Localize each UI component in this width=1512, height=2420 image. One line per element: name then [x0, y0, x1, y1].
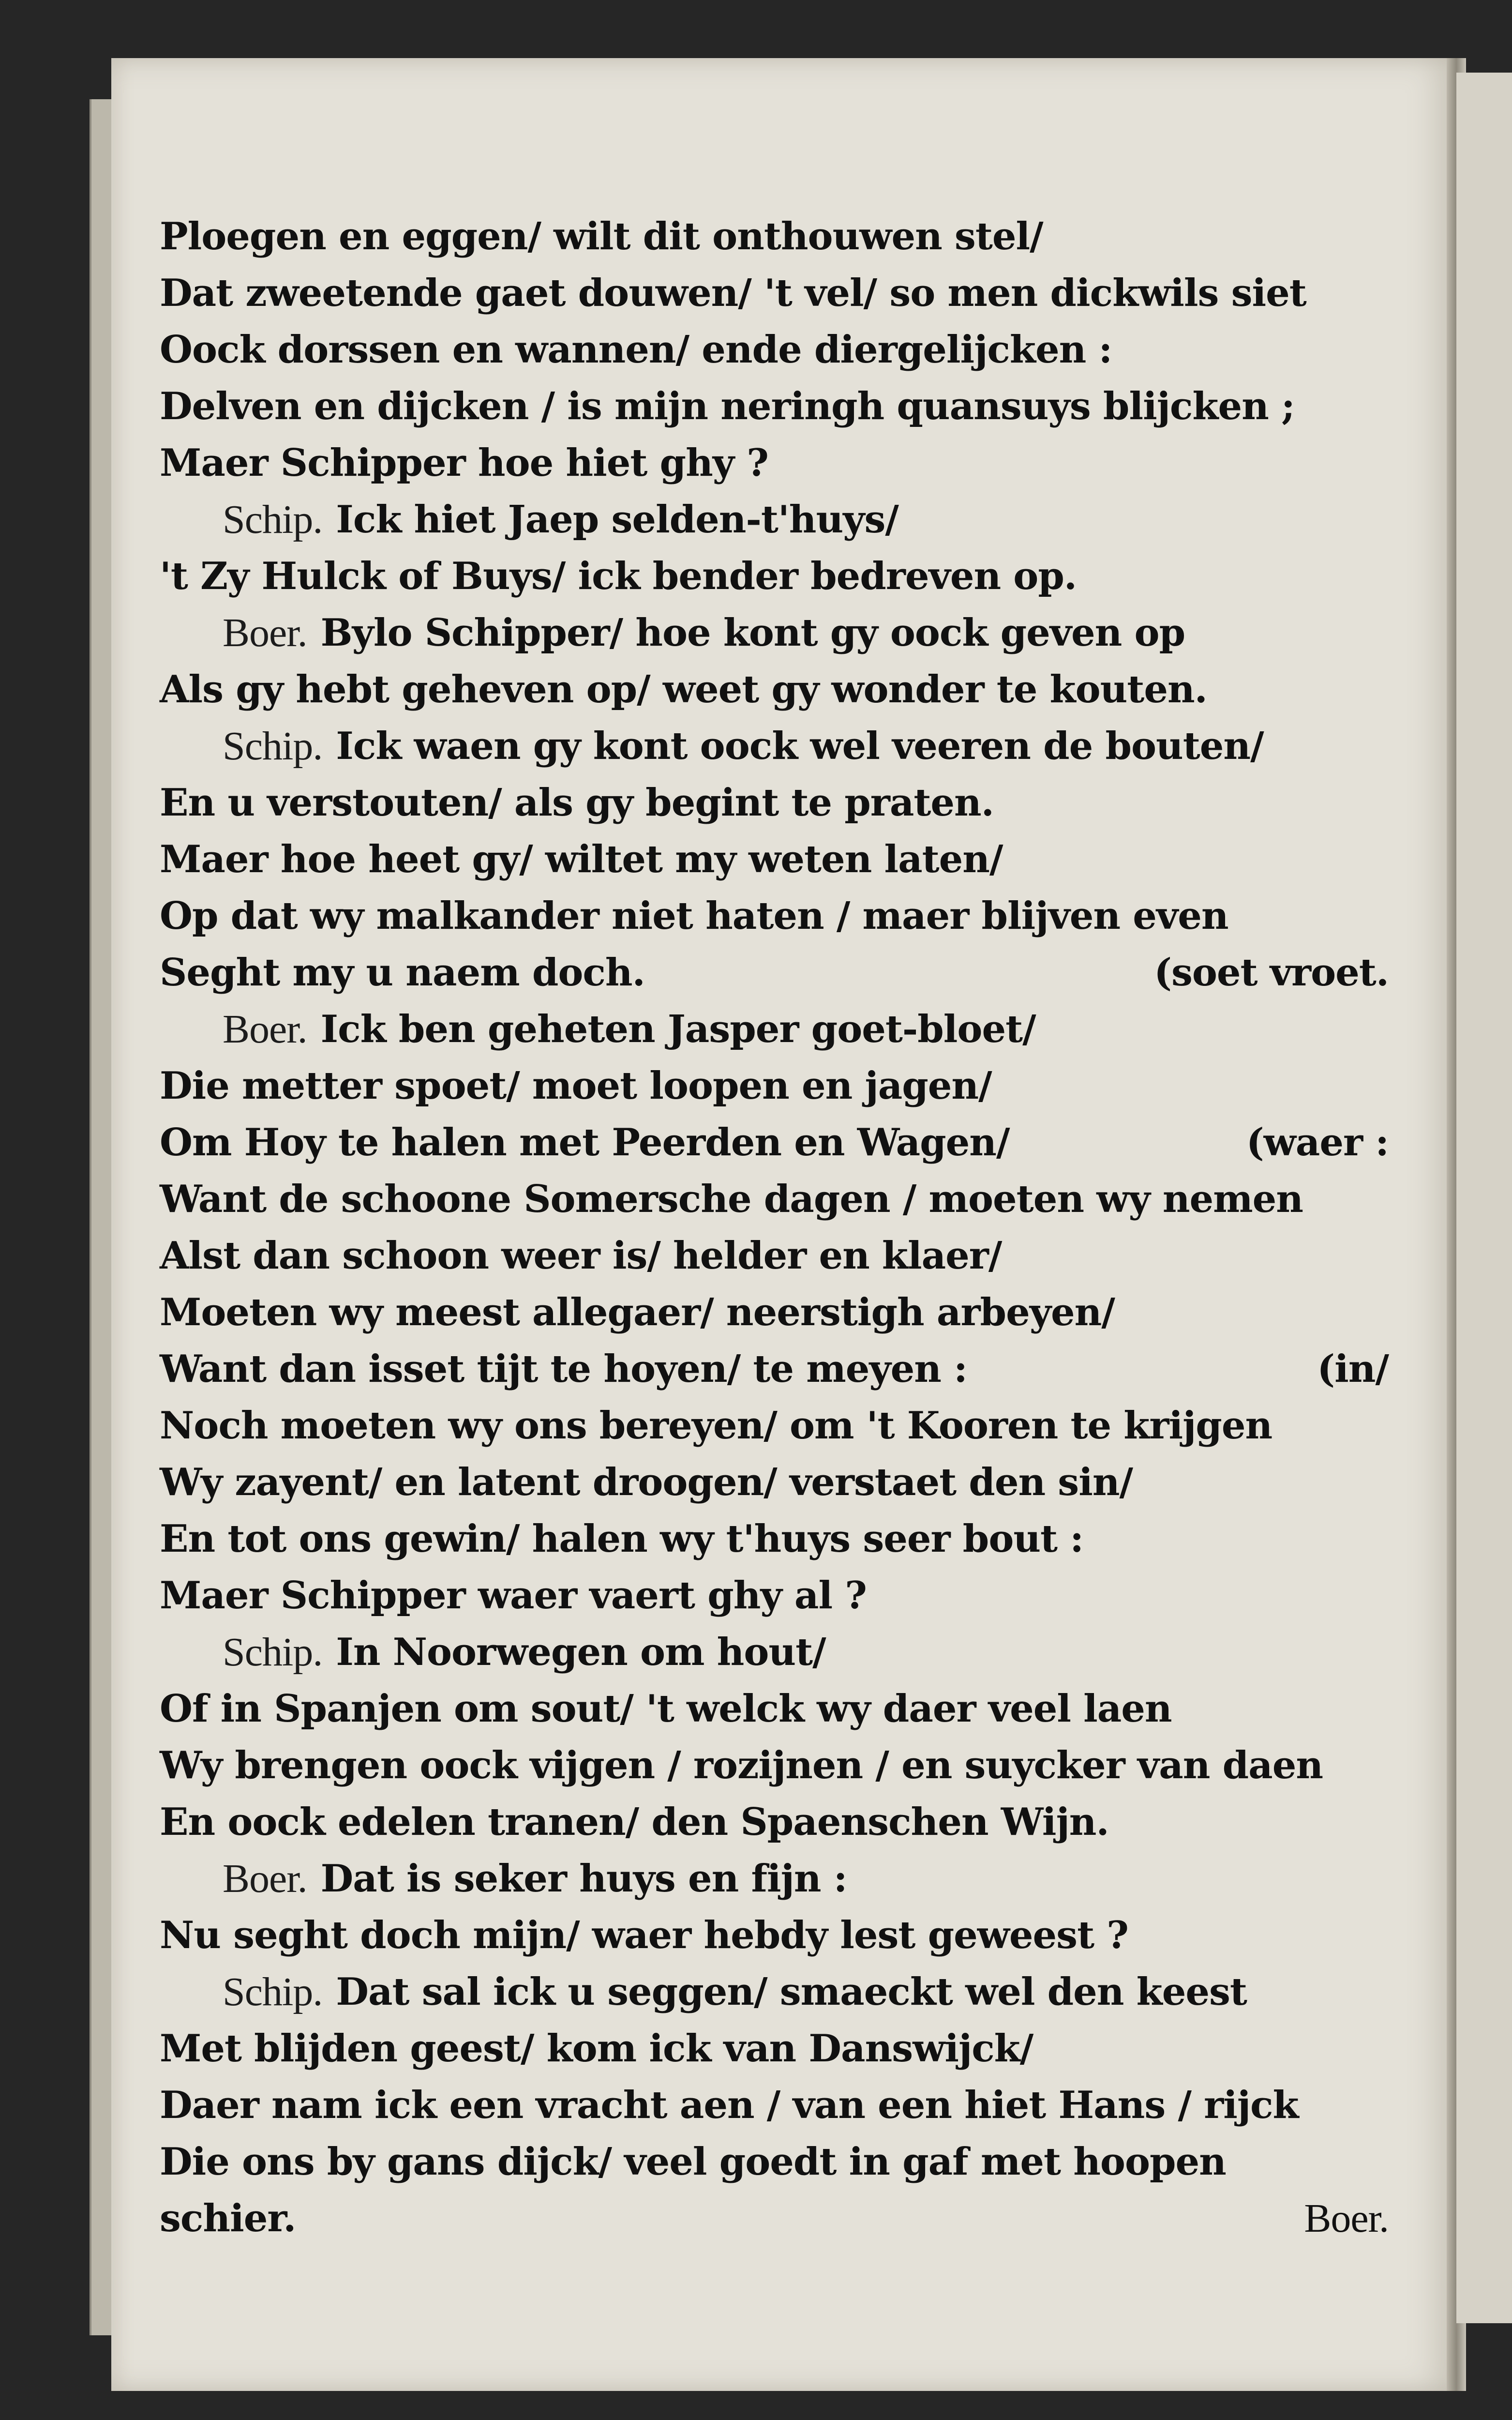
- catchword: Boer.: [1304, 2196, 1389, 2241]
- verse-text: 't Zy Hulck of Buys/ ick bender bedreven op.: [160, 554, 1077, 598]
- turnover-text: (soet vroet.: [1154, 951, 1389, 995]
- verse-text: Maer Schipper waer vaert ghy al ?: [160, 1573, 867, 1618]
- text-line: [160, 605, 1389, 661]
- verse-text: Ick ben geheten Jasper goet-bloet/: [320, 1007, 1036, 1051]
- text-line: [160, 435, 1389, 491]
- verse-text: Wy brengen oock vijgen / rozijnen / en suycker van daen: [160, 1743, 1323, 1787]
- verse-text: Ploegen en eggen/ wilt dit onthouwen stel/: [160, 214, 1043, 258]
- text-line: [160, 2133, 1389, 2190]
- speaker-label: Schip.: [223, 1630, 323, 1675]
- text-line: [160, 1511, 1389, 1567]
- verse-text: Maer hoe heet gy/ wiltet my weten laten/: [160, 837, 1003, 881]
- verse-text: Nu seght doch mijn/ waer hebdy lest geweest ?: [160, 1913, 1128, 1957]
- text-line: [160, 718, 1389, 774]
- text-line: [160, 491, 1389, 548]
- verse-text: Want de schoone Somersche dagen / moeten wy nemen: [160, 1177, 1303, 1221]
- verse-text: Dat zweetende gaet douwen/ 't vel/ so men dickwils siet: [160, 271, 1306, 315]
- verse-text: Alst dan schoon weer is/ helder en klaer/: [160, 1234, 1002, 1278]
- verse-text: En oock edelen tranen/ den Spaenschen Wijn.: [160, 1800, 1109, 1844]
- verse-text: Delven en dijcken / is mijn neringh quansuys blijcken ;: [160, 384, 1295, 428]
- verse-text: Als gy hebt geheven op/ weet gy wonder te kouten.: [160, 667, 1207, 711]
- verse-text: Seght my u naem doch.: [160, 951, 645, 995]
- verse-text: En tot ons gewin/ halen wy t'huys seer bout :: [160, 1517, 1084, 1561]
- text-line: [160, 1171, 1389, 1227]
- text-line: [160, 2077, 1389, 2133]
- turnover-text: (waer :: [1246, 1120, 1389, 1165]
- text-line: [160, 1907, 1389, 1964]
- verse-text: Bylo Schipper/ hoe kont gy oock geven op: [320, 611, 1185, 655]
- text-line: [160, 321, 1389, 378]
- text-line: [160, 208, 1389, 265]
- text-line: [160, 265, 1389, 321]
- text-line: [160, 1114, 1389, 1171]
- verse-text: Of in Spanjen om sout/ 't welck wy daer veel laen: [160, 1687, 1172, 1731]
- text-line: [160, 2190, 1389, 2247]
- verse-text: schier.: [160, 2196, 296, 2240]
- speaker-label: Schip.: [223, 497, 323, 542]
- verse-text: Die ons by gans dijck/ veel goedt in gaf met hoopen: [160, 2140, 1226, 2184]
- text-line: [160, 1284, 1389, 1341]
- text-line: [160, 1737, 1389, 1794]
- verse-text: Dat is seker huys en fijn :: [320, 1857, 847, 1901]
- verse-text: Want dan isset tijt te hoyen/ te meyen :: [160, 1347, 967, 1391]
- text-line: [160, 2020, 1389, 2077]
- turnover-text: (in/: [1317, 1347, 1389, 1391]
- verse-text: Dat sal ick u seggen/ smaeckt wel den keest: [336, 1970, 1247, 2014]
- speaker-label: Boer.: [223, 610, 307, 655]
- verse-text: Wy zayent/ en latent droogen/ verstaet den sin/: [160, 1460, 1133, 1504]
- text-line: [160, 1227, 1389, 1284]
- verse-text: Met blijden geest/ kom ick van Danswijck/: [160, 2027, 1033, 2071]
- verse-text: Maer Schipper hoe hiet ghy ?: [160, 441, 768, 485]
- text-line: [160, 774, 1389, 831]
- text-line: [160, 1964, 1389, 2020]
- text-line: [160, 1341, 1389, 1397]
- verse-text: Daer nam ick een vracht aen / van een hiet Hans / rijck: [160, 2083, 1299, 2127]
- text-line: [160, 1680, 1389, 1737]
- facing-page-edge: [1456, 73, 1512, 2323]
- verse-text: Om Hoy te halen met Peerden en Wagen/: [160, 1120, 1010, 1165]
- verse-text: Moeten wy meest allegaer/ neerstigh arbeyen/: [160, 1290, 1115, 1334]
- text-line: [160, 661, 1389, 718]
- text-line: [160, 378, 1389, 435]
- page-text: [160, 208, 1389, 2247]
- verse-text: Op dat wy malkander niet haten / maer blijven even: [160, 894, 1228, 938]
- text-line: [160, 1850, 1389, 1907]
- text-line: [160, 1058, 1389, 1114]
- verse-text: Die metter spoet/ moet loopen en jagen/: [160, 1064, 992, 1108]
- text-line: [160, 1567, 1389, 1624]
- text-line: [160, 831, 1389, 888]
- text-line: [160, 944, 1389, 1001]
- text-line: [160, 548, 1389, 605]
- speaker-label: Boer.: [223, 1007, 307, 1052]
- text-line: [160, 1397, 1389, 1454]
- text-line: [160, 888, 1389, 944]
- text-line: [160, 1794, 1389, 1850]
- verse-text: En u verstouten/ als gy begint te praten.: [160, 781, 994, 825]
- text-line: [160, 1001, 1389, 1058]
- text-line: [160, 1624, 1389, 1680]
- verse-text: Ick waen gy kont oock wel veeren de bouten/: [336, 724, 1264, 768]
- text-line: [160, 1454, 1389, 1511]
- speaker-label: Schip.: [223, 1969, 323, 2014]
- verse-text: In Noorwegen om hout/: [336, 1630, 826, 1674]
- verse-text: Noch moeten wy ons bereyen/ om 't Kooren te krijgen: [160, 1404, 1272, 1448]
- speaker-label: Boer.: [223, 1856, 307, 1901]
- speaker-label: Schip.: [223, 724, 323, 769]
- verse-text: Ick hiet Jaep selden-t'huys/: [336, 498, 898, 542]
- verse-text: Oock dorssen en wannen/ ende diergelijcken :: [160, 328, 1112, 372]
